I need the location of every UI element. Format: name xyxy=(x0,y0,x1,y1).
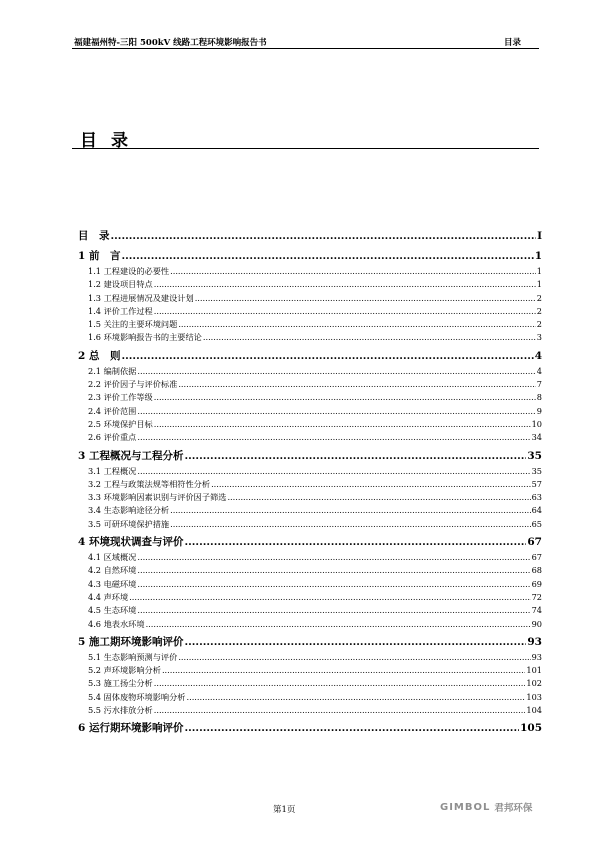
toc-leader-dots xyxy=(227,491,530,504)
toc-chapter-entry[interactable] xyxy=(78,228,542,245)
toc-leader-dots xyxy=(170,504,530,517)
toc-chapter-page: 4 xyxy=(534,349,542,362)
toc-chapter-page: 1 xyxy=(534,250,542,262)
toc-section-page: 72 xyxy=(531,591,542,602)
toc-chapter-page: 35 xyxy=(527,449,542,462)
toc-section-label: 5.4 固体废物环境影响分析 xyxy=(88,691,186,702)
toc-leader-dots xyxy=(137,578,530,591)
toc-leader-dots xyxy=(203,331,536,344)
toc-chapter-entry[interactable] xyxy=(78,634,542,651)
toc-section-entry[interactable] xyxy=(78,618,542,631)
toc-chapter-block xyxy=(78,720,542,737)
toc-section-label: 3.1 工程概况 xyxy=(88,465,137,476)
toc-section-label: 2.2 评价因子与评价标准 xyxy=(88,379,178,390)
toc-section-page: 4 xyxy=(536,365,542,376)
toc-leader-dots xyxy=(154,677,526,690)
toc-section-entry[interactable] xyxy=(78,478,542,491)
toc-section-entry[interactable] xyxy=(78,391,542,404)
logo-text-cn: 君邦环保 xyxy=(494,803,533,814)
toc-section-label: 2.3 评价工作等级 xyxy=(88,392,153,403)
toc-leader-dots xyxy=(195,292,536,305)
toc-section-entry[interactable] xyxy=(78,518,542,531)
toc-section-entry[interactable] xyxy=(78,305,542,318)
toc-section-page: 2 xyxy=(536,292,542,303)
header-section: 目录 xyxy=(503,38,521,48)
toc-chapter-entry[interactable] xyxy=(78,720,542,737)
toc-leader-dots xyxy=(121,348,533,365)
toc-leader-dots xyxy=(178,651,530,664)
toc-section-entry[interactable] xyxy=(78,405,542,418)
toc-section-entry[interactable] xyxy=(78,651,542,664)
toc-section-entry[interactable] xyxy=(78,677,542,690)
toc-section-label: 4.4 声环境 xyxy=(88,591,129,602)
toc-section-label: 2.1 编制依据 xyxy=(88,365,137,376)
toc-section-label: 2.5 环境保护目标 xyxy=(88,418,153,429)
toc-section-page: 1 xyxy=(536,266,542,276)
toc-leader-dots xyxy=(137,564,530,577)
toc-section-label: 5.1 生态影响预测与评价 xyxy=(88,651,178,662)
toc-section-page: 101 xyxy=(526,665,542,676)
toc-chapter-entry[interactable] xyxy=(78,348,542,365)
toc-section-page: 1 xyxy=(536,279,542,290)
toc-section-label: 3.3 环境影响因素识别与评价因子筛选 xyxy=(88,492,227,503)
toc-section-label: 3.2 工程与政策法规等相符性分析 xyxy=(88,478,211,489)
toc-section-page: 10 xyxy=(531,418,542,429)
logo-text-en: GIMBOL xyxy=(440,801,491,813)
toc-section-entry[interactable] xyxy=(78,378,542,391)
company-logo xyxy=(440,800,532,814)
toc-section-label: 1.6 环境影响报告书的主要结论 xyxy=(88,332,202,343)
toc-section-page: 7 xyxy=(536,379,542,390)
toc-leader-dots xyxy=(137,465,530,478)
toc-section-page: 3 xyxy=(536,332,542,343)
toc-section-entry[interactable] xyxy=(78,365,542,378)
toc-chapter-entry[interactable] xyxy=(78,448,542,465)
toc-section-label: 3.5 可研环境保护措施 xyxy=(88,518,170,529)
toc-section-entry[interactable] xyxy=(78,331,542,344)
toc-section-label: 2.4 评价范围 xyxy=(88,405,137,416)
toc-section-page: 8 xyxy=(536,392,542,403)
toc-section-entry[interactable] xyxy=(78,664,542,677)
toc-section-label: 1.5 关注的主要环境问题 xyxy=(88,319,178,330)
toc-leader-dots xyxy=(121,248,533,265)
toc-chapter-label: 2 总 则 xyxy=(78,349,121,362)
toc-section-entry[interactable] xyxy=(78,504,542,517)
toc-leader-dots xyxy=(184,634,526,651)
toc-section-page: 57 xyxy=(531,478,542,489)
toc-section-page: 35 xyxy=(531,465,542,476)
toc-chapter-page: 93 xyxy=(527,635,542,648)
toc-chapter-label: 4 环境现状调查与评价 xyxy=(78,536,184,549)
toc-chapter-label: 1 前 言 xyxy=(78,250,121,262)
toc-leader-dots xyxy=(146,618,531,631)
toc-section-entry[interactable] xyxy=(78,318,542,331)
toc-leader-dots xyxy=(137,551,530,564)
toc-section-label: 2.6 评价重点 xyxy=(88,432,137,443)
toc-chapter-block xyxy=(78,348,542,445)
toc-section-entry[interactable] xyxy=(78,431,542,444)
toc-section-label: 1.3 工程进展情况及建设计划 xyxy=(88,292,194,303)
toc-section-page: 64 xyxy=(531,505,542,516)
toc-section-label: 1.1 工程建设的必要性 xyxy=(88,266,170,276)
header-rule xyxy=(72,48,539,49)
toc-chapter-block xyxy=(78,448,542,531)
toc-chapter-label: 5 施工期环境影响评价 xyxy=(78,635,184,648)
toc-section-entry[interactable] xyxy=(78,278,542,291)
toc-leader-dots xyxy=(184,720,519,737)
title-rule xyxy=(72,148,539,149)
toc-section-label: 3.4 生态影响途径分析 xyxy=(88,505,170,516)
toc-section-entry[interactable] xyxy=(78,564,542,577)
toc-section-label: 1.2 建设项目特点 xyxy=(88,279,153,290)
toc-leader-dots xyxy=(184,448,526,465)
toc-section-label: 4.2 自然环境 xyxy=(88,565,137,576)
toc-section-page: 67 xyxy=(531,552,542,563)
toc-section-entry[interactable] xyxy=(78,418,542,431)
toc-section-label: 4.6 地表水环境 xyxy=(88,618,145,629)
toc-section-page: 2 xyxy=(536,319,542,330)
toc-section-label: 5.5 污水排放分析 xyxy=(88,705,153,716)
toc-chapter-block xyxy=(78,534,542,631)
toc-section-page: 69 xyxy=(531,578,542,589)
toc-section-entry[interactable] xyxy=(78,465,542,478)
toc-leader-dots xyxy=(184,534,526,551)
toc-section-page: 93 xyxy=(531,651,542,662)
toc-section-label: 4.5 生态环境 xyxy=(88,605,137,616)
toc-leader-dots xyxy=(137,431,530,444)
toc-section-page: 2 xyxy=(536,305,542,316)
toc-section-entry[interactable] xyxy=(78,704,542,717)
toc-section-page: 34 xyxy=(531,432,542,443)
footer-page-number: 第1页 xyxy=(273,805,296,815)
toc-leader-dots xyxy=(170,265,536,278)
table-of-contents xyxy=(78,225,542,740)
toc-chapter-page: 105 xyxy=(520,722,542,735)
toc-section-label: 4.3 电磁环境 xyxy=(88,578,137,589)
toc-section-label: 5.3 施工扬尘分析 xyxy=(88,678,153,689)
toc-section-label: 4.1 区域概况 xyxy=(88,552,137,563)
toc-leader-dots xyxy=(129,591,530,604)
toc-leader-dots xyxy=(162,664,525,677)
toc-section-label: 1.4 评价工作过程 xyxy=(88,305,153,316)
toc-section-entry[interactable] xyxy=(78,551,542,564)
toc-section-entry[interactable] xyxy=(78,578,542,591)
toc-chapter-entry[interactable] xyxy=(78,534,542,551)
toc-chapter-block xyxy=(78,248,542,345)
toc-section-page: 63 xyxy=(531,492,542,503)
toc-leader-dots xyxy=(111,228,537,245)
toc-section-page: 90 xyxy=(531,618,542,629)
toc-chapter-block xyxy=(78,228,542,245)
toc-section-page: 68 xyxy=(531,565,542,576)
toc-leader-dots xyxy=(154,305,536,318)
toc-section-entry[interactable] xyxy=(78,292,542,305)
toc-chapter-block xyxy=(78,634,542,717)
toc-leader-dots xyxy=(154,418,531,431)
toc-leader-dots xyxy=(154,278,536,291)
toc-leader-dots xyxy=(154,391,536,404)
toc-section-entry[interactable] xyxy=(78,604,542,617)
toc-section-page: 9 xyxy=(536,405,542,416)
toc-chapter-entry[interactable] xyxy=(78,248,542,265)
toc-chapter-page: I xyxy=(537,230,542,242)
toc-section-page: 74 xyxy=(531,605,542,616)
toc-chapter-label: 3 工程概况与工程分析 xyxy=(78,449,184,462)
toc-section-page: 104 xyxy=(526,705,542,716)
toc-section-entry[interactable] xyxy=(78,591,542,604)
toc-section-label: 5.2 声环境影响分析 xyxy=(88,665,161,676)
toc-leader-dots xyxy=(178,378,535,391)
toc-leader-dots xyxy=(178,318,535,331)
toc-section-page: 102 xyxy=(526,678,542,689)
toc-chapter-label: 目 录 xyxy=(78,230,110,242)
toc-section-entry[interactable] xyxy=(78,265,542,278)
toc-leader-dots xyxy=(137,405,535,418)
toc-section-page: 103 xyxy=(526,691,542,702)
toc-section-entry[interactable] xyxy=(78,691,542,704)
toc-leader-dots xyxy=(187,691,526,704)
toc-section-entry[interactable] xyxy=(78,491,542,504)
toc-chapter-page: 67 xyxy=(527,536,542,549)
toc-section-page: 65 xyxy=(531,518,542,529)
toc-chapter-label: 6 运行期环境影响评价 xyxy=(78,722,184,735)
toc-leader-dots xyxy=(211,478,531,491)
toc-leader-dots xyxy=(154,704,526,717)
header-title: 福建福州特-三阳 500kV 线路工程环境影响报告书 xyxy=(74,38,267,48)
page-title: 目录 xyxy=(80,131,142,151)
toc-leader-dots xyxy=(137,365,535,378)
toc-leader-dots xyxy=(137,604,530,617)
toc-leader-dots xyxy=(170,518,530,531)
